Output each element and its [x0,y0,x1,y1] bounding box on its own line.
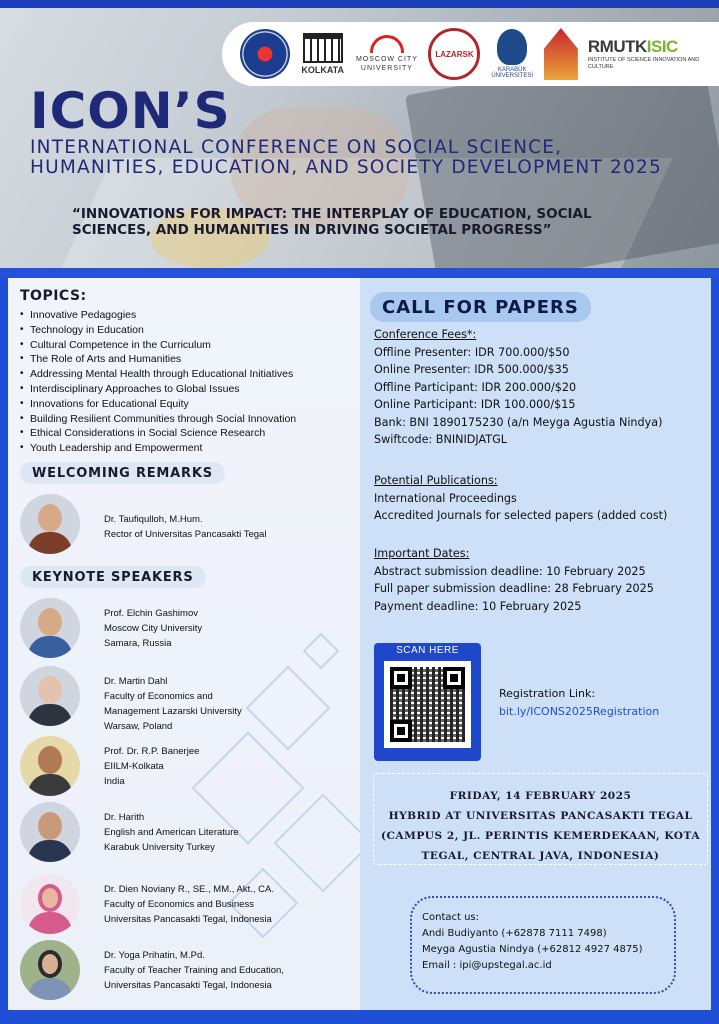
isic-brand: RMUTKISIC [587,37,678,56]
conference-title: INTERNATIONAL CONFERENCE ON SOCIAL SCIENCE, HUMANITIES, EDUCATION, AND SOCIETY DEVELOPMENT 2025 [30,137,662,178]
partner-logos [222,22,719,86]
top-border [0,0,719,8]
eiilm-building-icon [303,33,343,63]
contact-heading: Contact us: [422,912,480,923]
header-divider [0,268,719,278]
eiilm-logo-text: KOLKATA [301,65,345,75]
topic-item: • Interdisciplinary Approaches to Global Issues [20,382,296,397]
fee-line: Swiftcode: BNINIDJATGL [374,433,508,446]
conference-fees [374,326,662,449]
dates-heading: Important Dates: [374,547,470,560]
qr-code-card[interactable] [374,643,481,761]
avatar [20,874,80,934]
keynote-heading: KEYNOTE SPEAKERS [20,566,206,588]
conference-acronym: ICON’S [30,82,231,140]
logo-universitas-pancasakti-tegal [240,29,290,79]
date-line: Payment deadline: 10 February 2025 [374,599,582,613]
keynote-speaker [20,736,350,796]
isic-subtitle: INSTITUTE OF SCIENCE INNOVATION AND CULTURE [587,57,700,70]
speaker-info: Dr. Yoga Prihatin, M.Pd. Faculty of Teacher Training and Education, Universitas Pancasakti Tegal, Indonesia [104,950,284,991]
conference-theme: “INNOVATIONS FOR IMPACT: THE INTERPLAY OF EDUCATION, SOCIAL SCIENCES, AND HUMANITIES IN DRIVING SOCIETAL PROGRESS” [72,206,592,238]
avatar [20,802,80,862]
speaker-info: Dr. Dien Noviany R., SE., MM., Akt., CA. Faculty of Economics and Business Universitas Pancasakti Tegal, Indonesia [104,884,274,925]
contact-line: Andi Budiyanto (+62878 7111 7498) [422,928,607,939]
topic-item: • Cultural Competence in the Curriculum [20,338,296,353]
cfp-heading: CALL FOR PAPERS [370,292,591,322]
fee-line: Offline Participant: IDR 200.000/$20 [374,380,577,394]
speaker-info: Dr. Harith English and American Literature Karabuk University Turkey [104,812,239,853]
event-details [373,773,708,865]
fees-heading: Conference Fees*: [374,328,477,341]
important-dates [374,545,654,615]
keynote-speaker [20,802,350,862]
topic-item: • Addressing Mental Health through Educational Initiatives [20,367,296,382]
rmutk-seal-icon [544,28,578,80]
contact-box [410,896,676,994]
keynote-speaker [20,940,350,1000]
topics-list [20,308,296,456]
fee-line: Bank: BNI 1890175230 (a/n Meyga Agustia Nindya) [374,415,663,429]
topic-item: • Building Resilient Communities through Social Innovation [20,412,296,427]
logo-lazarski [428,28,480,80]
keynote-speaker [20,598,350,658]
event-line: (CAMPUS 2, JL. PERINTIS KEMERDEKAAN, KOTA [380,830,701,842]
event-line: HYBRID AT UNIVERSITAS PANCASAKTI TEGAL [388,810,693,822]
speaker-info: Prof. Elchin Gashimov Moscow City University Samara, Russia [104,608,203,649]
fee-line: Offline Presenter: IDR 700.000/$50 [374,345,570,359]
welcoming-heading: WELCOMING REMARKS [20,462,225,484]
ups-seal-icon [240,29,290,79]
mcu-logo-text: MOSCOW CITY UNIVERSITY [355,56,418,72]
right-panel [360,278,711,1010]
logo-karabuk [490,29,533,79]
qr-code-icon[interactable] [384,661,471,748]
welcoming-speaker [20,494,350,554]
keynote-speaker [20,874,350,934]
karabuk-owl-icon [497,29,527,65]
avatar [20,598,80,658]
speaker-info: Dr. Taufiqulloh, M.Hum. Rector of Universitas Pancasakti Tegal [104,514,267,540]
topic-item: • The Role of Arts and Humanities [20,352,296,367]
topic-item: • Ethical Considerations in Social Science Research [20,426,296,441]
bottom-border [0,1010,719,1024]
karabuk-logo-text: KARABÜK ÜNİVERSİTESİ [491,67,534,79]
publications [374,472,667,525]
publication-line: International Proceedings [374,491,517,505]
avatar [20,666,80,726]
keynote-speaker [20,666,350,732]
publications-heading: Potential Publications: [374,474,498,487]
avatar [20,940,80,1000]
mcu-arc-icon [370,35,404,53]
contact-email[interactable]: Email : ipi@upstegal.ac.id [422,960,552,971]
lazarski-seal-icon: LAZARSK [428,28,480,80]
date-line: Abstract submission deadline: 10 February 2025 [374,564,646,578]
fee-line: Online Presenter: IDR 500.000/$35 [374,363,569,376]
event-line: FRIDAY, 14 FEBRUARY 2025 [449,790,632,802]
speaker-info: Prof. Dr. R.P. Banerjee EIILM-Kolkata India [104,746,200,787]
event-line: TEGAL, CENTRAL JAVA, INDONESIA) [421,850,660,862]
contact-line: Meyga Agustia Nindya (+62812 4927 4875) [422,944,643,955]
registration-label: Registration Link: [499,687,596,700]
topic-item: • Innovative Pedagogies [20,308,296,323]
date-line: Full paper submission deadline: 28 February 2025 [374,582,654,595]
topic-item: • Youth Leadership and Empowerment [20,441,296,456]
topic-item: • Technology in Education [20,323,296,338]
topic-item: • Innovations for Educational Equity [20,397,296,412]
logo-eiilm-kolkata [300,33,345,75]
left-panel [8,278,360,1010]
topics-heading: TOPICS: [20,288,87,304]
avatar [20,494,80,554]
header-banner [0,8,719,270]
scan-label: SCAN HERE [396,645,459,656]
fee-line: Online Participant: IDR 100.000/$15 [374,398,576,411]
avatar [20,736,80,796]
logo-rmutk-seal [544,28,578,80]
publication-line: Accredited Journals for selected papers (added cost) [374,509,668,522]
logo-moscow-city-university [355,35,418,73]
logo-rmutk-isic [588,37,719,71]
registration-link[interactable]: bit.ly/ICONS2025Registration [499,705,660,718]
registration [499,685,659,721]
speaker-info: Dr. Martin Dahl Faculty of Economics and Management Lazarski University Warsaw, Poland [104,676,242,732]
